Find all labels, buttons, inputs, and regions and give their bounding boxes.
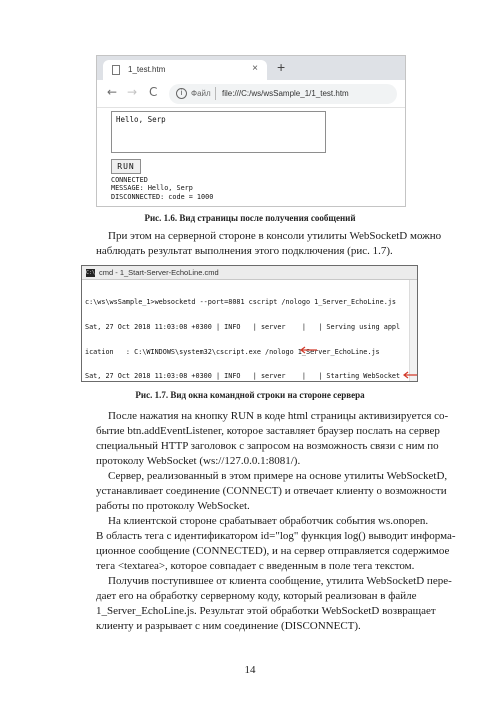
text-line: При этом на серверной стороне в консоли утилиты WebSocketD можно	[108, 230, 442, 242]
text-line: Получив поступившее от клиента сообщение, утилита WebSocketD пере-	[108, 575, 452, 587]
text-line: В область тега с идентификатором id="log" функция log() выводит информа-	[96, 530, 456, 542]
back-arrow-icon[interactable]: ←	[107, 85, 118, 99]
console-line: Sat, 27 Oct 2018 11:03:08 +0300 | INFO | server | | Serving using appl	[85, 323, 401, 332]
browser-toolbar	[97, 80, 405, 108]
connect-arrow-icon	[298, 346, 318, 354]
document-icon	[112, 65, 120, 75]
forward-arrow-icon[interactable]: →	[127, 85, 138, 99]
log-output	[111, 176, 213, 201]
text-line: Сервер, реализованный в этом примере на основе утилиты WebSocketD,	[108, 470, 448, 482]
log-line: DISCONNECTED: code = 1000	[111, 192, 214, 201]
address-divider	[215, 87, 216, 100]
console-line: Sat, 27 Oct 2018 11:03:08 +0300 | INFO | server | | Starting WebSocket	[85, 372, 401, 381]
close-tab-icon[interactable]: ×	[252, 63, 258, 74]
terminal-icon: C:\	[86, 270, 96, 276]
console-scrollbar[interactable]	[409, 280, 417, 382]
paragraph	[96, 229, 442, 259]
paragraph	[96, 514, 456, 574]
text-line: 1_Server_EchoLine.js. Результат этой обработки WebSocketD возвращает	[96, 605, 436, 617]
text-line: На клиентской стороне срабатывает обработчик события ws.onopen.	[108, 515, 429, 527]
tab-strip	[97, 56, 405, 80]
figure-caption: Рис. 1.6. Вид страницы после получения сообщений	[144, 213, 356, 223]
paragraph	[96, 574, 452, 634]
paragraph	[96, 469, 448, 514]
text-line: ционное сообщение (CONNECTED), и на сервер отправляется содержимое	[96, 545, 450, 557]
browser-window	[96, 55, 406, 207]
text-line: работы по протоколу WebSocket.	[96, 500, 250, 512]
console-output	[85, 282, 404, 382]
address-bar[interactable]	[169, 84, 397, 104]
text-line: тега <textarea>, которое совпадает с введенным в поле тега текстом.	[96, 560, 415, 572]
info-icon[interactable]: i	[176, 88, 187, 99]
text-line: дает его на обработку серверному коду, который реализован в файле	[96, 590, 417, 602]
text-line: клиенту и разрывает с ним соединение (DISCONNECT).	[96, 620, 361, 632]
log-line: MESSAGE: Hello, Serp	[111, 184, 193, 193]
console-line: c:\ws\wsSample_1>websocketd --port=8081 cscript /nologo 1_Server_EchoLine.js	[85, 298, 396, 307]
console-title-bar	[82, 266, 417, 280]
url-text[interactable]: file:///C:/ws/wsSample_1/1_test.htm	[222, 89, 349, 98]
console-line: ication : C:\WINDOWS\system32\cscript.exe /nologo 1_Server_EchoLine.js	[85, 347, 380, 356]
reload-icon[interactable]: C	[149, 85, 158, 99]
message-textarea[interactable]: Hello, Serp	[111, 111, 326, 153]
console-window	[81, 265, 418, 382]
page-content	[97, 108, 405, 207]
run-button[interactable]: RUN	[111, 159, 141, 174]
log-line: CONNECTED	[111, 176, 148, 184]
text-line: протоколу WebSocket (ws://127.0.0.1:8081/).	[96, 455, 301, 467]
url-scheme-label: Файл	[191, 89, 211, 98]
new-tab-button[interactable]: +	[277, 59, 286, 75]
text-line: бытие btn.addEventListener, которое заставляет браузер послать на сервер	[96, 425, 440, 437]
text-line: наблюдать результат выполнения этого подключения (рис. 1.7).	[96, 245, 393, 257]
console-title: cmd - 1_Start-Server-EchoLine.cmd	[99, 268, 219, 277]
disconnect-arrow-icon	[401, 371, 418, 379]
text-line: устанавливает соединение (CONNECT) и отвечает клиенту о возможности	[96, 485, 447, 497]
page-number: 14	[244, 664, 256, 676]
browser-tab[interactable]	[103, 60, 267, 80]
text-line: После нажатия на кнопку RUN в коде html страницы активизируется со-	[108, 410, 449, 422]
tab-title: 1_test.htm	[128, 65, 166, 74]
text-line: специальный HTTP заголовок с запросом на возможность связи с ним по	[96, 440, 439, 452]
paragraph	[96, 409, 449, 469]
figure-caption: Рис. 1.7. Вид окна командной строки на стороне сервера	[135, 390, 365, 400]
